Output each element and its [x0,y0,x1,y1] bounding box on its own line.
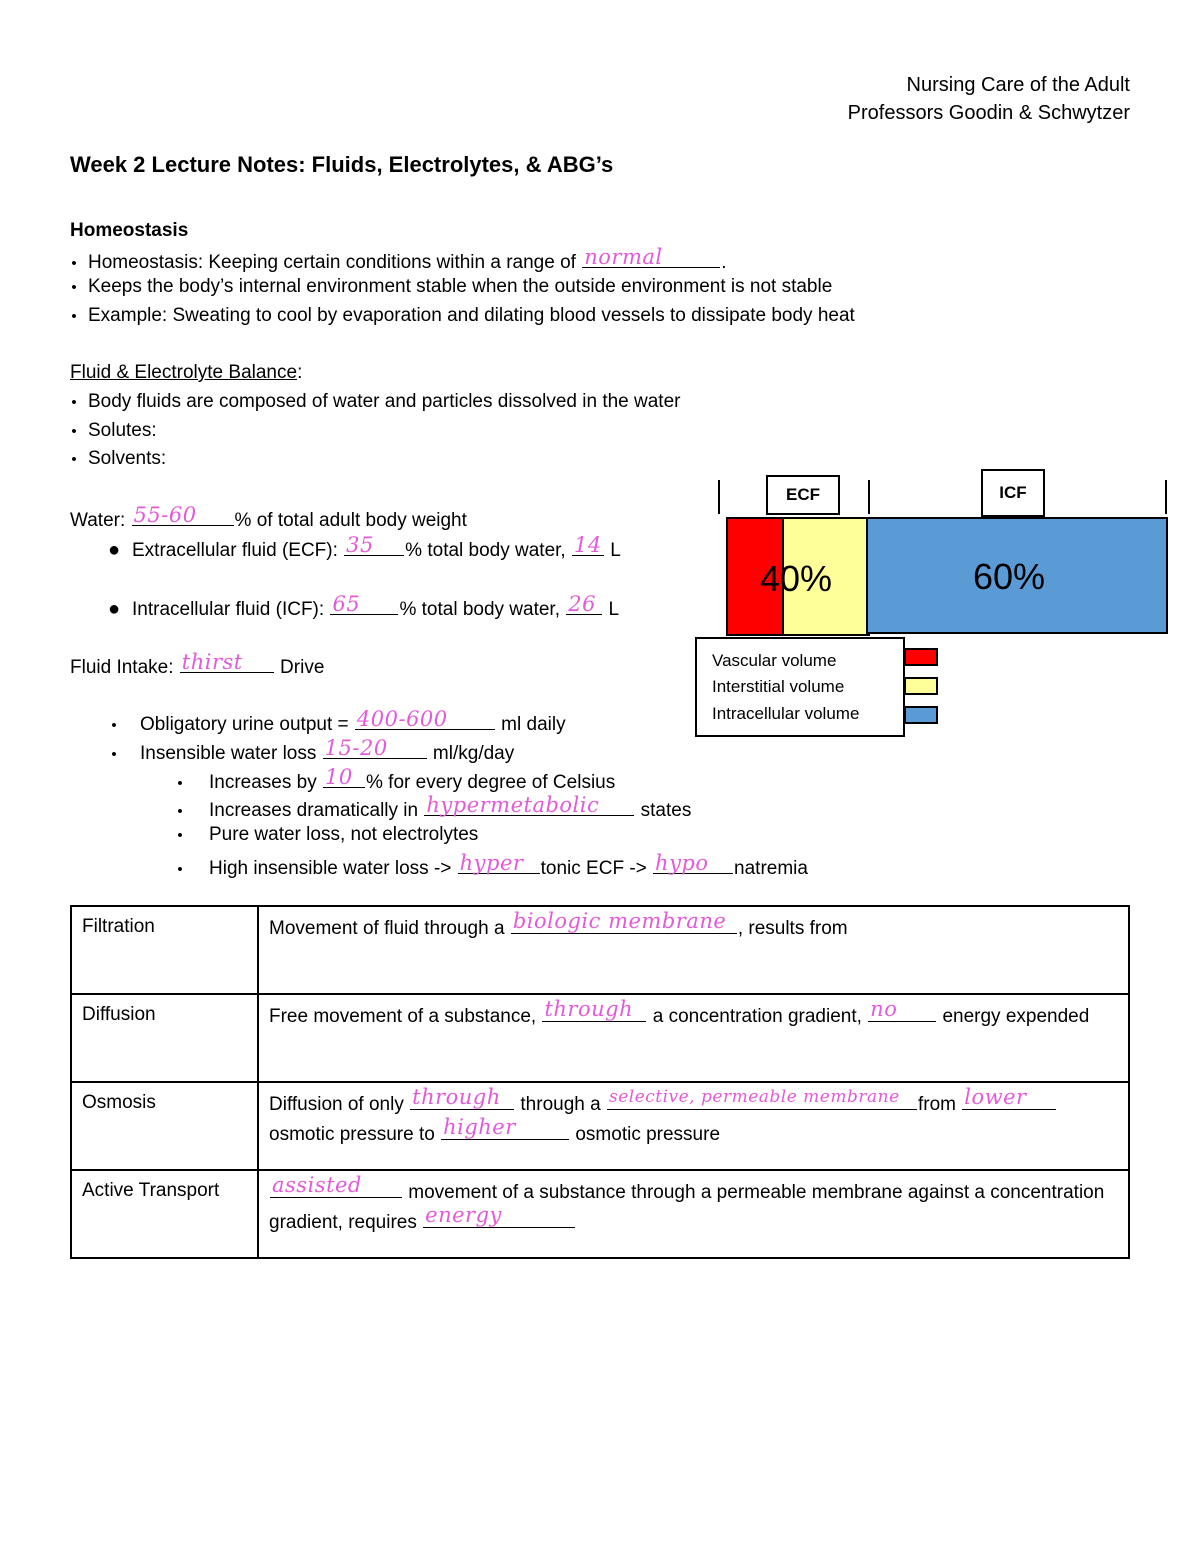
divider-tick [868,480,870,514]
divider-tick [1165,480,1167,514]
ecf-percent: 40% [760,558,833,599]
professors: Professors Goodin & Schwytzer [847,102,1130,124]
icf-label-box: ICF [981,469,1045,517]
table-row [71,906,1129,994]
term-filtration: Filtration [71,906,258,994]
divider-tick [718,480,720,514]
definition-osmosis: Diffusion of only through through a selective, permeable membrane from lower osmotic pressure to higher osmotic pressure [258,1082,1129,1170]
diagram-legend [695,637,905,737]
term-active-transport: Active Transport [71,1170,258,1258]
homeostasis-bullet-3: • Example: Sweating to cool by evaporation and dilating blood vessels to dissipate body heat [71,305,855,326]
icf-line: ● Intracellular fluid (ICF): 65 % total body water, 26 L [108,592,620,620]
fluid-balance-heading: Fluid & Electrolyte Balance: [70,362,303,383]
fluid-bullet-3: • Solvents: [71,448,167,469]
table-row [71,1170,1129,1258]
page-title: Week 2 Lecture Notes: Fluids, Electrolytes, & ABG’s [70,152,614,177]
homeostasis-bullet-1: • Homeostasis: Keeping certain conditions within a range of normal . [71,245,727,273]
fluid-bullet-2: • Solutes: [71,420,157,441]
homeostasis-bullet-2: • Keeps the body’s internal environment stable when the outside environment is not stable [71,276,833,297]
transport-table [70,905,1130,1259]
fluid-intake-line: Fluid Intake: thirst Drive [70,650,325,678]
table-row [71,994,1129,1082]
legend-intracellular: Intracellular volume [712,704,860,723]
swatch-intracellular [904,706,938,724]
definition-active-transport: assisted movement of a substance through a permeable membrane against a concentration gradient, requires energy [258,1170,1129,1258]
insensible-loss-line: • Insensible water loss 15-20 ml/kg/day [111,736,515,764]
swatch-vascular [904,648,938,666]
icf-percent: 60% [973,556,1046,597]
fluid-bullet-1: • Body fluids are composed of water and particles dissolved in the water [71,391,681,412]
homeostasis-heading: Homeostasis [70,220,189,241]
legend-interstitial: Interstitial volume [712,677,845,696]
ecf-label-box: ECF [766,475,840,515]
term-diffusion: Diffusion [71,994,258,1082]
sub-bullet-3: • Pure water loss, not electrolytes [177,824,479,845]
swatch-interstitial [904,677,938,695]
term-osmosis: Osmosis [71,1082,258,1170]
ecf-line: ● Extracellular fluid (ECF): 35 % total body water, 14 L [108,533,621,561]
sub-bullet-1: • Increases by 10 % for every degree of Celsius [177,765,616,793]
sub-bullet-4: • High insensible water loss -> hyper tonic ECF -> hypo natremia [177,851,808,879]
answer-blank: normal [582,247,720,268]
urine-output-line: • Obligatory urine output = 400-600 ml daily [111,707,566,735]
course-name: Nursing Care of the Adult [906,74,1130,96]
table-row [71,1082,1129,1170]
definition-filtration: Movement of fluid through a biologic membrane , results from [258,906,1129,994]
legend-vascular: Vascular volume [712,651,837,670]
water-line: Water: 55-60 % of total adult body weight [70,503,467,531]
sub-bullet-2: • Increases dramatically in hypermetabolic states [177,793,692,821]
definition-diffusion: Free movement of a substance, through a concentration gradient, no energy expended [258,994,1129,1082]
